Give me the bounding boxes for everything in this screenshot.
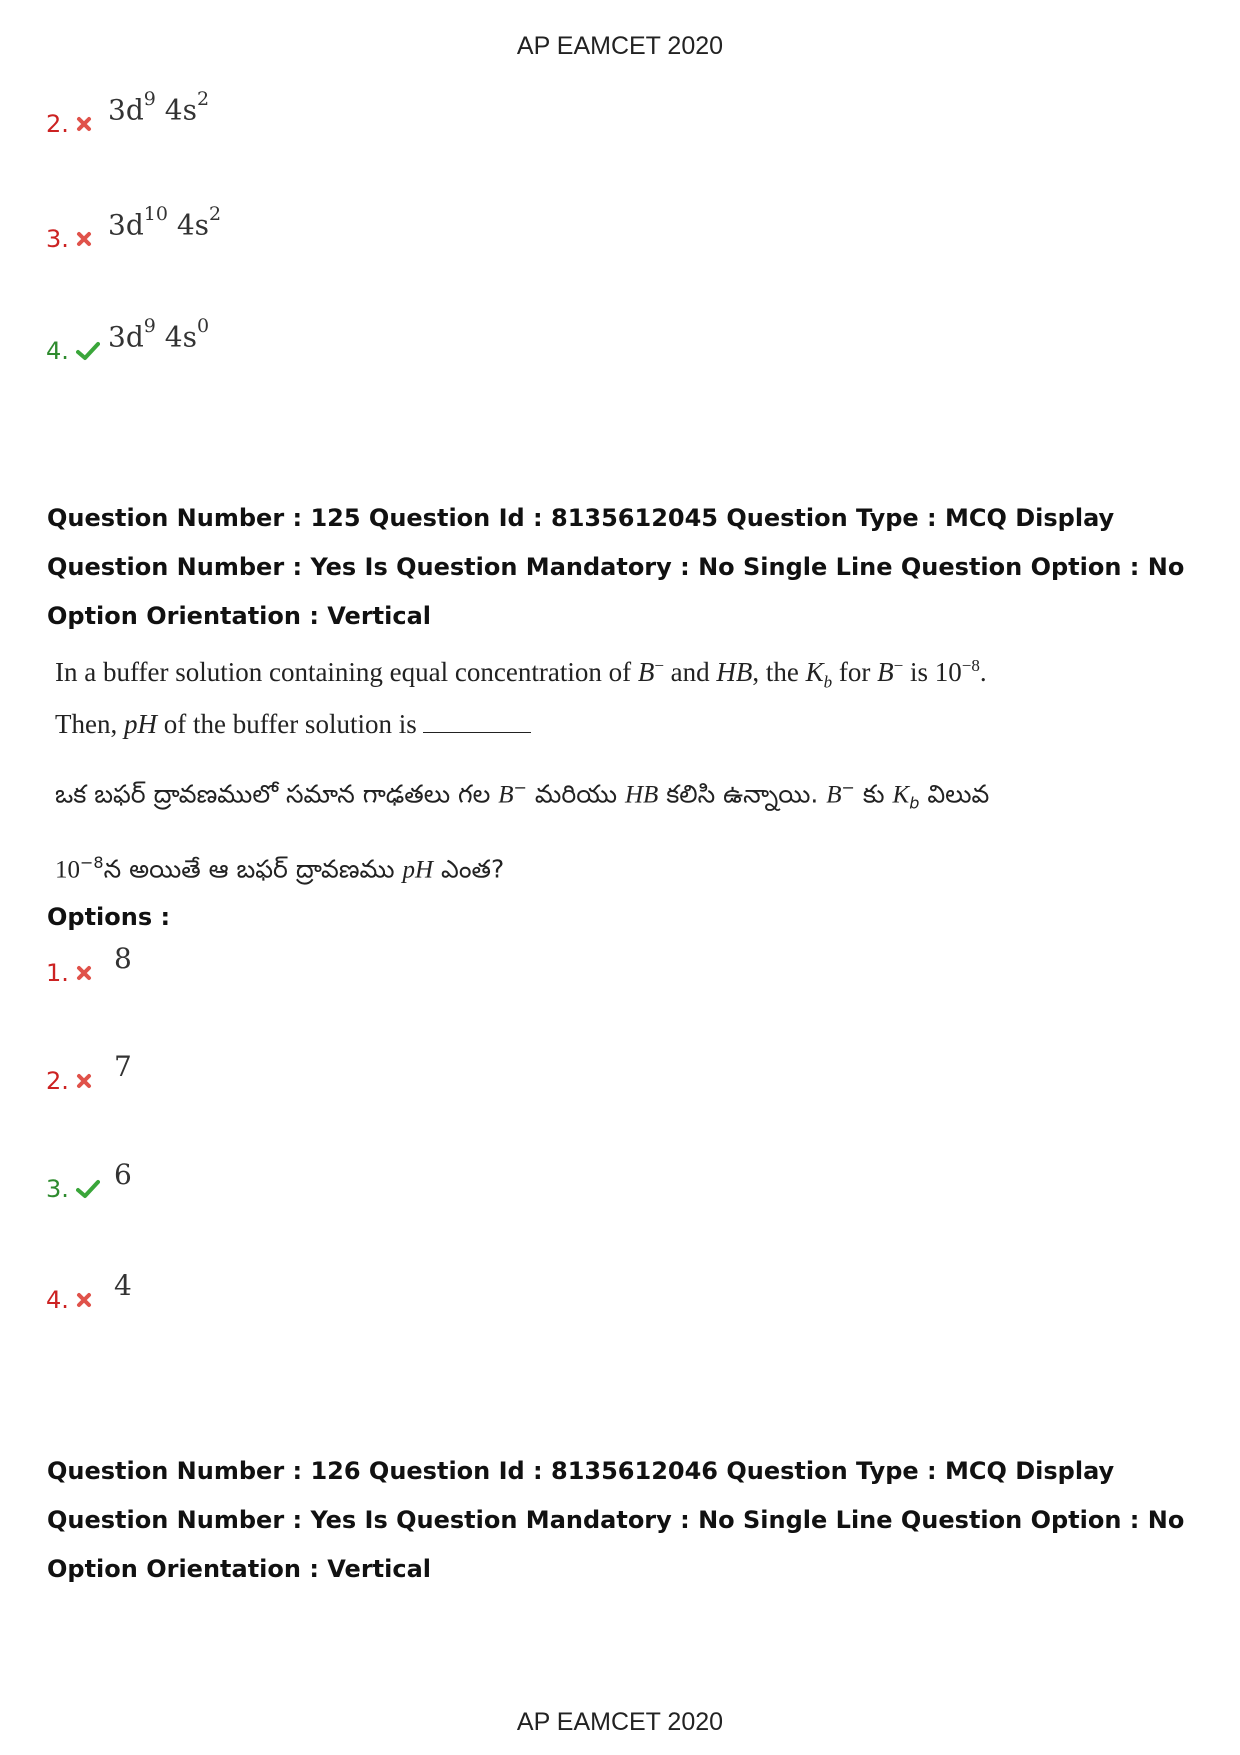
option-value: $3d^9$ $4s^0$ bbox=[108, 314, 210, 353]
option-value: $3d^{10}$ $4s^2$ bbox=[108, 202, 222, 241]
option-number: 4. bbox=[46, 337, 69, 365]
option-number: 4. bbox=[46, 1286, 69, 1314]
prev-option-3 bbox=[46, 201, 221, 251]
question-meta-126: Question Number : 126 Question Id : 8135612046 Question Type : MCQ Display Question Number : Yes Is Question Mandatory : No Single Line Question Option : No Option Orientation : Vertical bbox=[47, 1457, 1185, 1583]
prev-option-4 bbox=[46, 313, 209, 363]
option-1 bbox=[46, 935, 132, 985]
option-2 bbox=[46, 1043, 132, 1093]
check-icon bbox=[76, 1177, 104, 1201]
question-line-2: Then, pH of the buffer solution is bbox=[55, 703, 987, 745]
option-number: 1. bbox=[46, 959, 69, 987]
cross-icon bbox=[76, 1069, 104, 1093]
check-icon bbox=[76, 339, 104, 363]
option-number: 3. bbox=[46, 1175, 69, 1203]
cross-icon bbox=[76, 961, 104, 985]
option-value: 7 bbox=[114, 1050, 132, 1083]
cross-icon bbox=[76, 227, 104, 251]
question-line-1: In a buffer solution containing equal concentration of B− and HB, the $K_b$ for B− is $10^{-8}$. bbox=[55, 656, 987, 692]
option-number: 3. bbox=[46, 225, 69, 253]
question-text-english bbox=[55, 645, 987, 745]
option-value: 6 bbox=[114, 1158, 132, 1191]
options-label: Options : bbox=[47, 903, 171, 931]
option-number: 2. bbox=[46, 110, 69, 138]
option-3 bbox=[46, 1151, 132, 1201]
option-value: 8 bbox=[114, 942, 132, 975]
question-meta-125: Question Number : 125 Question Id : 8135612045 Question Type : MCQ Display Question Number : Yes Is Question Mandatory : No Single Line Question Option : No Option Orientation : Vertical bbox=[47, 504, 1185, 630]
answer-blank bbox=[423, 708, 531, 733]
telugu-line-2: $10^{-8}న$ అయితే ఆ బఫర్ ద్రావణము pH ఎంత? bbox=[55, 853, 505, 884]
prev-option-2 bbox=[46, 86, 209, 136]
option-value: $3d^9$ $4s^2$ bbox=[108, 87, 210, 126]
option-number: 2. bbox=[46, 1067, 69, 1095]
telugu-line-1: ఒక బఫర్ ద్రావణములో సమాన గాఢతలు గల B− మరియు HB కలిసి ఉన్నాయి. B− కు $K_b$ విలువ bbox=[55, 778, 990, 813]
question-text-telugu bbox=[55, 758, 989, 901]
page-header: AP EAMCET 2020 bbox=[516, 32, 724, 60]
option-value: 4 bbox=[114, 1269, 132, 1302]
option-4 bbox=[46, 1262, 132, 1312]
cross-icon bbox=[76, 1288, 104, 1312]
cross-icon bbox=[76, 112, 104, 136]
page-footer: AP EAMCET 2020 bbox=[516, 1708, 724, 1736]
